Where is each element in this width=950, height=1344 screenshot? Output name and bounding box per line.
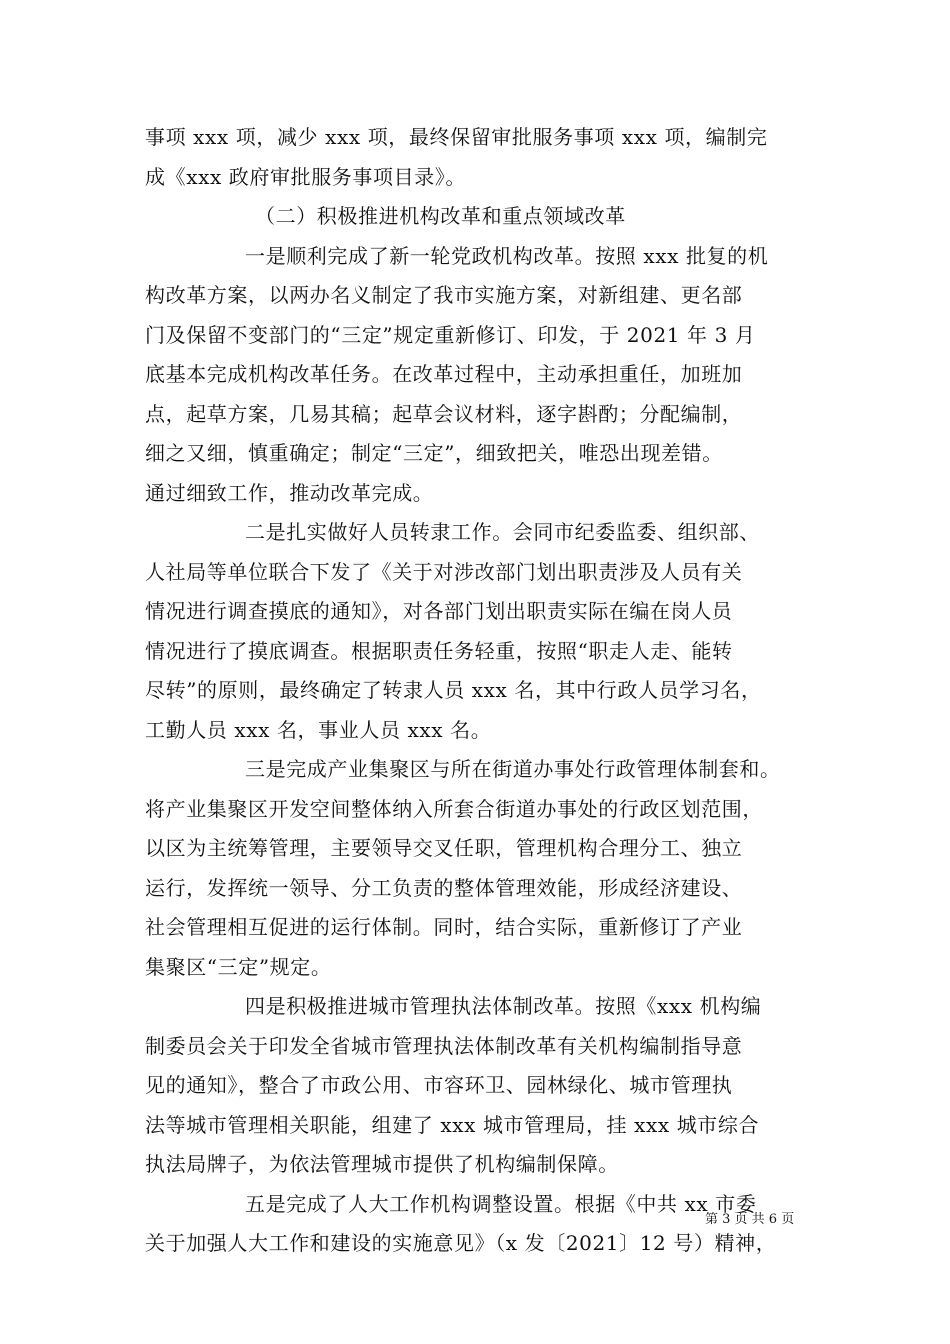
text-line: 事项 xxx 项，减少 xxx 项，最终保留审批服务事项 xxx 项，编制完 (145, 125, 768, 149)
text-line: 门及保留不变部门的“三定”规定重新修订、印发，于 2021 年 3 月 (145, 322, 756, 347)
paragraph-first-line: 三是完成产业集聚区与所在街道办事处行政管理体制套和。 (245, 757, 781, 781)
text-line: 人社局等单位联合下发了《关于对涉改部门划出职责涉及人员有关 (145, 559, 743, 584)
text-line: 以区为主统筹管理，主要领导交叉任职，管理机构合理分工、独立 (145, 836, 743, 860)
paragraph-first-line: 二是扎实做好人员转隶工作。会同市纪委监委、组织部、 (245, 520, 760, 544)
text-line: 尽转”的原则，最终确定了转隶人员 xxx 名，其中行政人员学习名， (145, 678, 762, 702)
text-line: 工勤人员 xxx 名，事业人员 xxx 名。 (145, 717, 492, 742)
text-line: 社会管理相互促进的运行体制。同时，结合实际，重新修订了产业 (145, 915, 743, 939)
text-line: 关于加强人大工作和建设的实施意见》（x 发〔2021〕12 号）精神， (145, 1231, 777, 1255)
text-line: 情况进行了摸底调查。根据职责任务轻重，按照“职走人走、能转 (145, 638, 733, 663)
document-body (145, 118, 825, 1264)
text-line: 底基本完成机构改革任务。在改革过程中，主动承担重任，加班加 (145, 362, 743, 386)
paragraph-first-line: 五是完成了人大工作机构调整设置。根据《中共 xx 市委 (245, 1191, 757, 1216)
paragraph-first-line: 四是积极推进城市管理执法体制改革。按照《xxx 机构编 (245, 994, 762, 1018)
text-line: 情况进行调查摸底的通知》，对各部门划出职责实际在编在岗人员 (145, 599, 733, 623)
page-number: 第 3 页 共 6 页 (705, 1212, 795, 1227)
text-line: 成《xxx 政府审批服务事项目录》。 (145, 164, 466, 189)
text-line: 见的通知》，整合了市政公用、市容环卫、园林绿化、城市管理执 (145, 1073, 733, 1097)
paragraph-first-line: 一是顺利完成了新一轮党政机构改革。按照 xxx 批复的机 (245, 243, 769, 268)
section-heading: （二）积极推进机构改革和重点领域改革 (255, 204, 626, 228)
text-line: 将产业集聚区开发空间整体纳入所套合街道办事处的行政区划范围， (145, 796, 763, 821)
text-line: 执法局牌子，为依法管理城市提供了机构编制保障。 (145, 1152, 619, 1176)
text-line: 运行，发挥统一领导、分工负责的整体管理效能，形成经济建设、 (145, 875, 743, 900)
text-line: 通过细致工作，推动改革完成。 (145, 480, 434, 505)
text-line: 法等城市管理相关职能，组建了 xxx 城市管理局，挂 xxx 城市综合 (145, 1112, 760, 1137)
text-line: 构改革方案，以两办名义制定了我市实施方案，对新组建、更名部 (145, 283, 743, 307)
text-line: 细之又细，慎重确定；制定“三定”，细致把关，唯恐出现差错。 (145, 441, 723, 465)
text-line: 制委员会关于印发全省城市管理执法体制改革有关机构编制指导意 (145, 1033, 743, 1058)
text-line: 集聚区“三定”规定。 (145, 954, 332, 979)
text-line: 点，起草方案，几易其稿；起草会议材料，逐字斟酌；分配编制， (145, 401, 743, 426)
